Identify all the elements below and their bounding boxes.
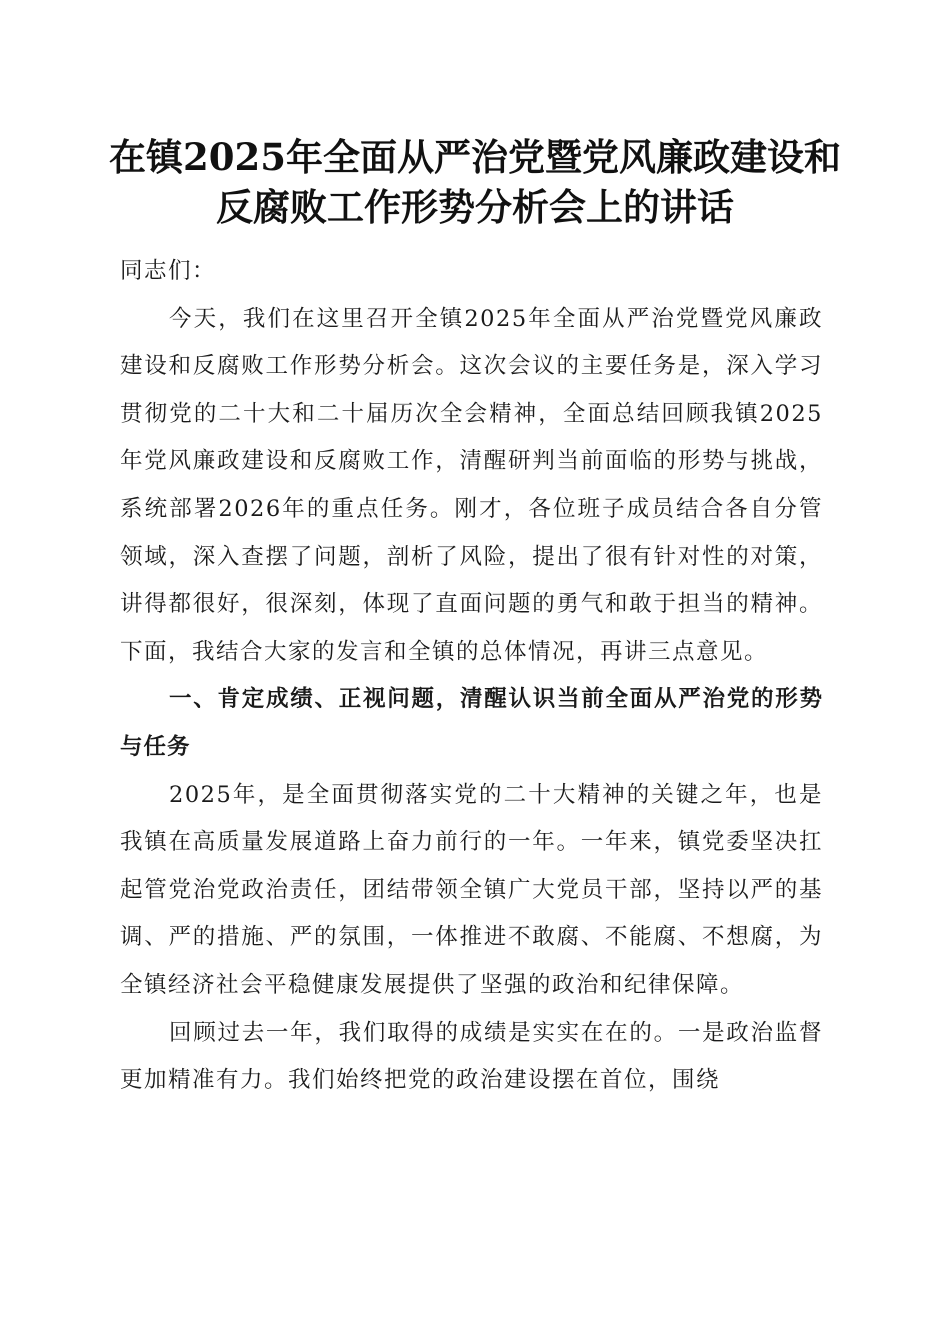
document-body [120, 248, 823, 1105]
paragraph-2025-overview: 2025年，是全面贯彻落实党的二十大精神的关键之年，也是我镇在高质量发展道路上奋力前行的一年。一年来，镇党委坚决扛起管党治党政治责任，团结带领全镇广大党员干部，坚持以严的基调、严的措施、严的氛围，一体推进不敢腐、不能腐、不想腐，为全镇经济社会平稳健康发展提供了坚强的政治和纪律保障。 [120, 781, 823, 998]
section-heading-1: 一、肯定成绩、正视问题，清醒认识当前全面从严治党的形势与任务 [120, 686, 823, 760]
paragraph-intro: 今天，我们在这里召开全镇2025年全面从严治党暨党风廉政建设和反腐败工作形势分析会。这次会议的主要任务是，深入学习贯彻党的二十大和二十届历次全会精神，全面总结回顾我镇2025年党风廉政建设和反腐败工作，清醒研判当前面临的形势与挑战，系统部署2026年的重点任务。刚才，各位班子成员结合各自分管领域，深入查摆了问题，剖析了风险，提出了很有针对性的对策，讲得都很好，很深刻，体现了直面问题的勇气和敢于担当的精神。下面，我结合大家的发言和全镇的总体情况，再讲三点意见。 [120, 305, 823, 665]
document-title [100, 132, 850, 232]
salutation: 同志们： [120, 258, 217, 284]
title-line-2: 反腐败工作形势分析会上的讲话 [216, 185, 734, 229]
title-line-1: 在镇2025年全面从严治党暨党风廉政建设和 [109, 135, 841, 179]
paragraph-review: 回顾过去一年，我们取得的成绩是实实在在的。一是政治监督更加精准有力。我们始终把党的政治建设摆在首位，围绕 [120, 1019, 823, 1094]
